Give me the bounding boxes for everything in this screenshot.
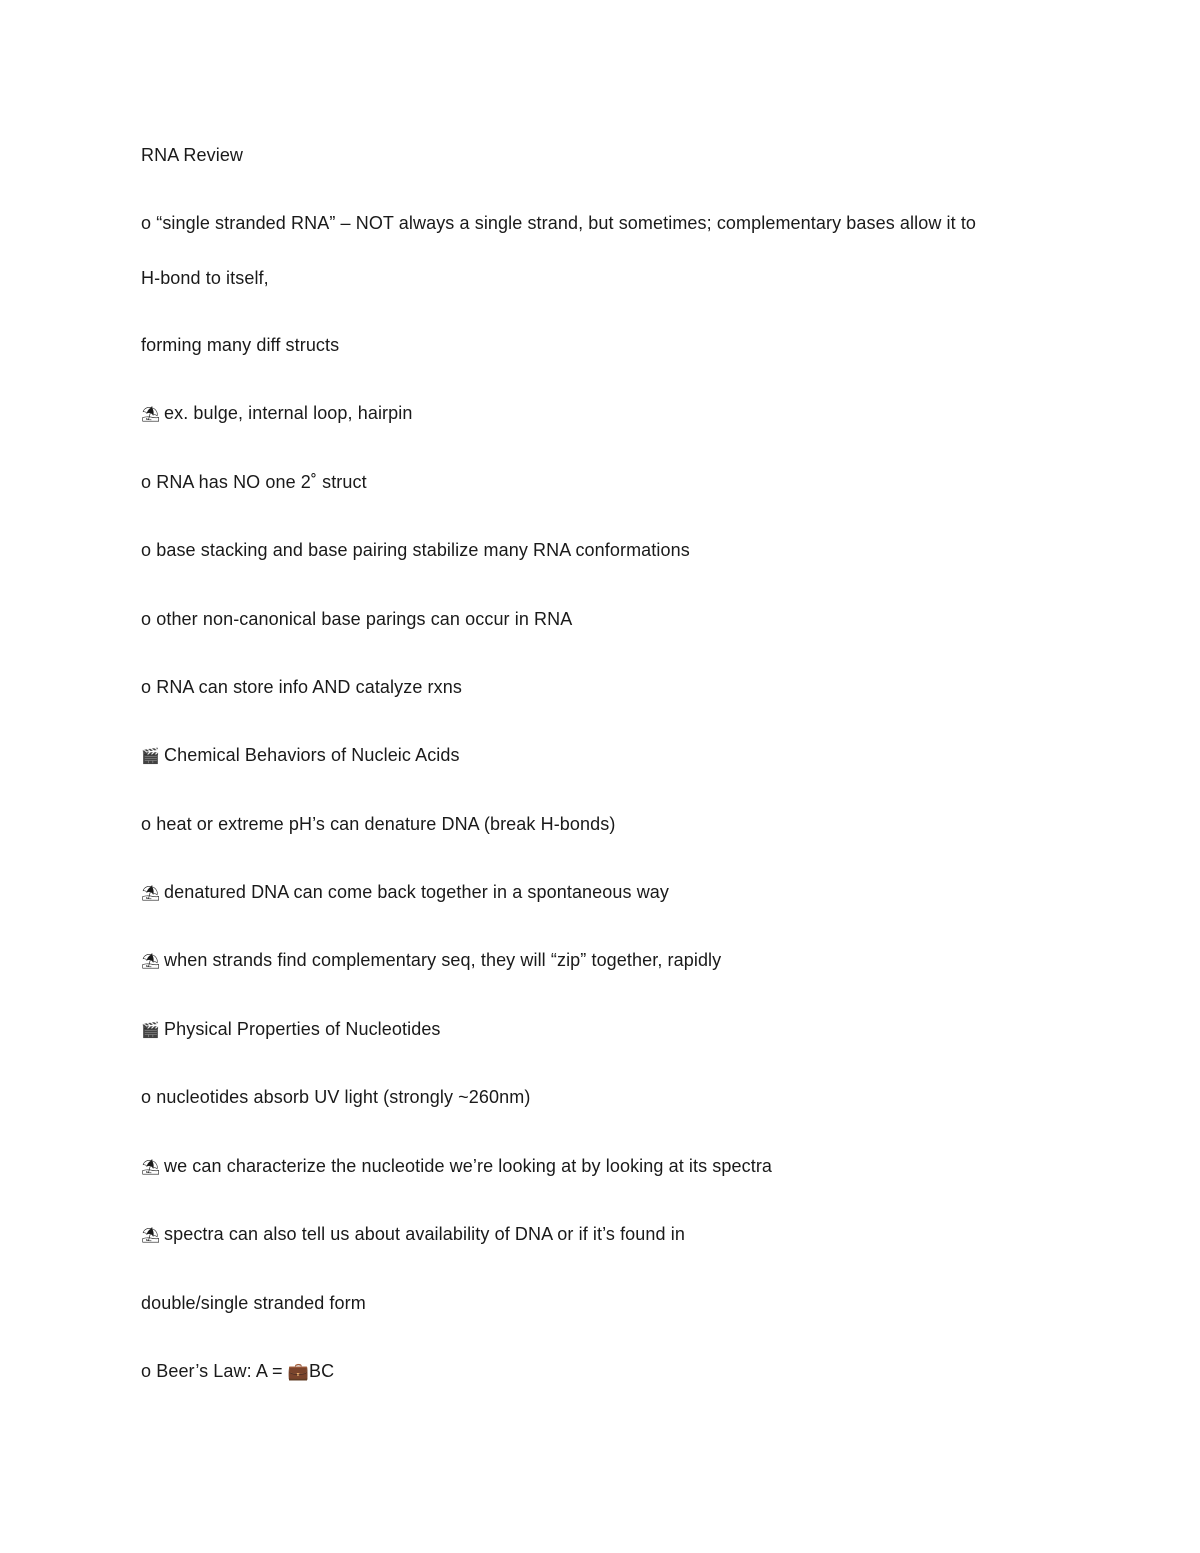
list-item bbox=[141, 470, 367, 494]
list-item bbox=[141, 812, 615, 836]
list-item bbox=[141, 1222, 685, 1247]
line-text: double/single stranded form bbox=[141, 1293, 366, 1313]
list-item bbox=[141, 675, 462, 699]
clapper-section-bullet-icon: 🎬 bbox=[141, 747, 160, 765]
section-heading bbox=[141, 1017, 441, 1042]
line-text: H-bond to itself, bbox=[141, 268, 269, 288]
line-text: RNA can store info AND catalyze rxns bbox=[156, 677, 462, 697]
bullet-marker: o bbox=[141, 814, 152, 834]
bullet-marker: o bbox=[141, 213, 152, 233]
list-item bbox=[141, 948, 721, 973]
bullet-marker: o bbox=[141, 1087, 152, 1107]
list-item bbox=[141, 607, 572, 631]
document-title-text: RNA Review bbox=[141, 145, 244, 165]
list-item bbox=[141, 211, 976, 235]
list-item bbox=[141, 1291, 366, 1315]
line-text: Chemical Behaviors of Nucleic Acids bbox=[164, 745, 460, 765]
umbrella-sub-bullet-icon: ⛱ bbox=[141, 1158, 161, 1176]
line-text: spectra can also tell us about availability of DNA or if it’s found in bbox=[164, 1224, 685, 1244]
umbrella-sub-bullet-icon: ⛱ bbox=[141, 405, 161, 423]
umbrella-sub-bullet-icon: ⛱ bbox=[141, 952, 161, 970]
line-text: forming many diff structs bbox=[141, 335, 340, 355]
bullet-marker: o bbox=[141, 609, 152, 629]
briefcase-glyph-icon: 💼 bbox=[287, 1362, 310, 1382]
line-text: “single stranded RNA” – NOT always a single strand, but sometimes; complementary bases allow it to bbox=[156, 213, 977, 233]
list-item bbox=[141, 266, 269, 290]
section-heading bbox=[141, 743, 460, 768]
line-text: when strands find complementary seq, they will “zip” together, rapidly bbox=[164, 950, 722, 970]
list-item bbox=[141, 1359, 334, 1384]
line-text: denatured DNA can come back together in a spontaneous way bbox=[164, 882, 670, 902]
list-item bbox=[141, 880, 669, 905]
line-text-suffix: BC bbox=[309, 1361, 335, 1381]
bullet-marker: o bbox=[141, 1361, 152, 1381]
bullet-marker: o bbox=[141, 540, 152, 560]
bullet-marker: o bbox=[141, 472, 152, 492]
clapper-section-bullet-icon: 🎬 bbox=[141, 1021, 160, 1039]
list-item bbox=[141, 333, 339, 357]
line-text: Beer’s Law: A = bbox=[156, 1361, 283, 1381]
line-text: base stacking and base pairing stabilize many RNA conformations bbox=[156, 540, 690, 560]
document-title bbox=[141, 143, 243, 167]
bullet-marker: o bbox=[141, 677, 152, 697]
list-item bbox=[141, 401, 412, 426]
line-text: we can characterize the nucleotide we’re looking at by looking at its spectra bbox=[164, 1156, 773, 1176]
line-text: Physical Properties of Nucleotides bbox=[164, 1019, 441, 1039]
list-item bbox=[141, 1085, 530, 1109]
line-text: nucleotides absorb UV light (strongly ~260nm) bbox=[156, 1087, 531, 1107]
list-item bbox=[141, 538, 690, 562]
line-text: heat or extreme pH’s can denature DNA (break H-bonds) bbox=[156, 814, 616, 834]
line-text: ex. bulge, internal loop, hairpin bbox=[164, 403, 413, 423]
list-item bbox=[141, 1154, 772, 1179]
line-text: RNA has NO one 2˚ struct bbox=[156, 472, 367, 492]
umbrella-sub-bullet-icon: ⛱ bbox=[141, 1226, 161, 1244]
line-text: other non-canonical base parings can occur in RNA bbox=[156, 609, 573, 629]
umbrella-sub-bullet-icon: ⛱ bbox=[141, 884, 161, 902]
